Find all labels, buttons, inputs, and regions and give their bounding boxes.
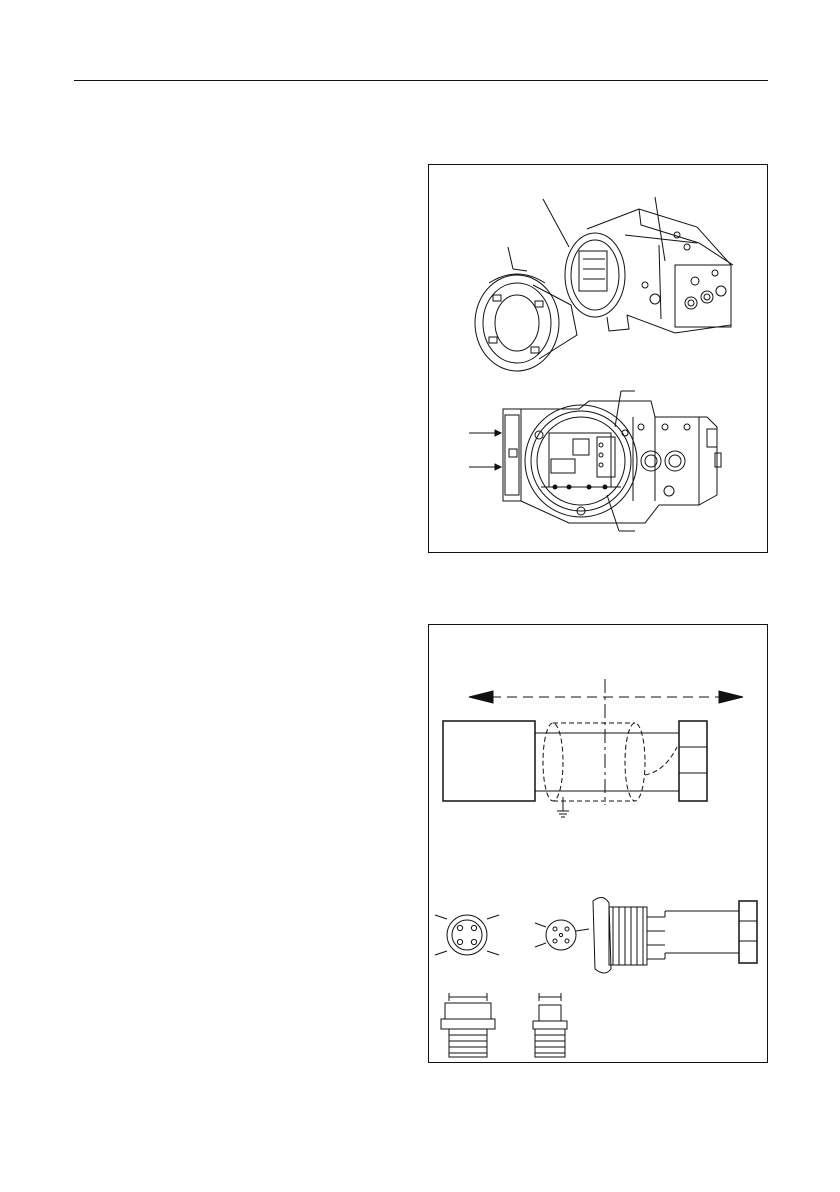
cable-gland-large	[441, 993, 495, 1057]
cable-gland-small	[533, 993, 567, 1057]
leader-line	[607, 495, 619, 531]
terminal-compartment-front-view	[503, 401, 721, 523]
threaded-connector-side-view	[593, 897, 739, 973]
leader-line	[543, 199, 569, 247]
shielded-cable	[535, 723, 679, 817]
cable-length-arrow	[469, 691, 743, 703]
leader-line	[508, 247, 513, 269]
connector-block	[739, 901, 757, 963]
device-box	[443, 721, 535, 801]
figure-housing-svg	[429, 165, 767, 552]
input-arrow	[469, 430, 501, 436]
figure-cable-connectors	[428, 624, 768, 1063]
positioner-housing	[565, 209, 733, 333]
connector-pinout-female	[435, 915, 499, 955]
connector-pinout-male	[535, 920, 589, 950]
input-arrow	[469, 464, 501, 470]
figure-cable-svg	[429, 625, 767, 1062]
connector-block	[679, 721, 707, 801]
leader-line	[655, 197, 665, 261]
header-rule	[74, 80, 768, 81]
figure-housing-exploded	[428, 164, 768, 553]
housing-cover	[475, 269, 577, 371]
